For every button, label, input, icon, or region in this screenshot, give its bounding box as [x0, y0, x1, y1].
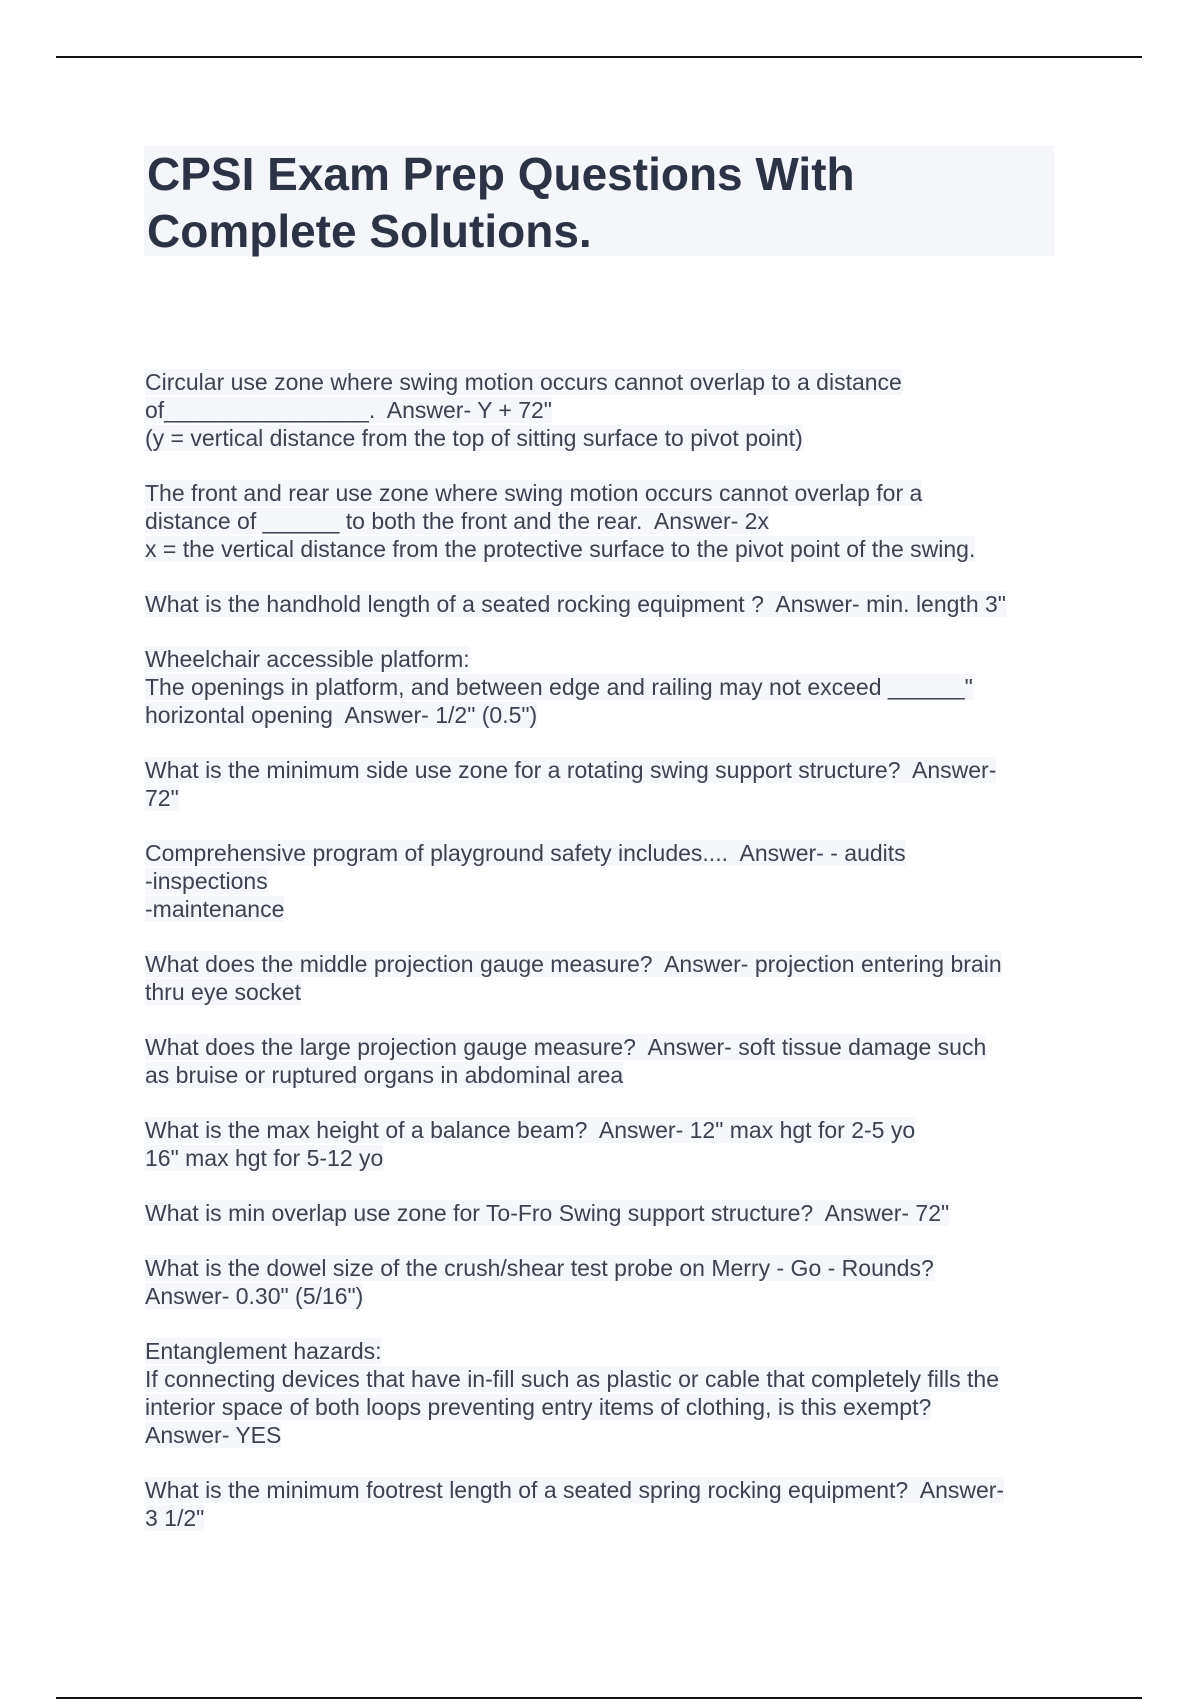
qa-line [145, 1144, 1065, 1172]
qa-item [145, 479, 1065, 563]
qa-line [145, 701, 1065, 729]
qa-line-text: thru eye socket [145, 979, 301, 1005]
qa-line-text: The openings in platform, and between edge and railing may not exceed ______" [145, 674, 973, 700]
top-rule [56, 56, 1142, 58]
qa-line [145, 645, 1065, 673]
qa-line [145, 1365, 1065, 1393]
qa-line-text: as bruise or ruptured organs in abdominal area [145, 1062, 624, 1088]
qa-line-text: x = the vertical distance from the protective surface to the pivot point of the swing. [145, 536, 976, 562]
qa-item [145, 1199, 1065, 1227]
qa-line [145, 1393, 1065, 1421]
qa-line [145, 673, 1065, 701]
qa-line-text: distance of ______ to both the front and the rear. Answer- 2x [145, 508, 769, 534]
qa-line-text: Answer- YES [145, 1422, 282, 1448]
qa-line [145, 1061, 1065, 1089]
qa-line-text: What is the handhold length of a seated rocking equipment ? Answer- min. length 3" [145, 591, 1006, 617]
qa-line-text: What is the minimum footrest length of a seated spring rocking equipment? Answer- [145, 1477, 1005, 1503]
qa-line [145, 1033, 1065, 1061]
qa-line-text: -inspections [145, 868, 268, 894]
qa-line [145, 895, 1065, 923]
qa-line-text: horizontal opening Answer- 1/2" (0.5") [145, 702, 538, 728]
qa-line [145, 1282, 1065, 1310]
qa-line [145, 1476, 1065, 1504]
qa-line [145, 1421, 1065, 1449]
qa-line [145, 507, 1065, 535]
qa-line-text: What does the middle projection gauge measure? Answer- projection entering brain [145, 951, 1002, 977]
qa-line [145, 1504, 1065, 1532]
qa-item [145, 756, 1065, 812]
qa-item [145, 1476, 1065, 1532]
qa-item [145, 368, 1065, 452]
qa-line-text: What is the dowel size of the crush/shear test probe on Merry - Go - Rounds? [145, 1255, 934, 1281]
qa-line-text: 16" max hgt for 5-12 yo [145, 1145, 384, 1171]
qa-item [145, 950, 1065, 1006]
qa-item [145, 645, 1065, 729]
qa-line-text: Wheelchair accessible platform: [145, 646, 470, 672]
qa-line [145, 396, 1065, 424]
qa-item [145, 590, 1065, 618]
document-title [144, 146, 1054, 260]
qa-line-text: What is the max height of a balance beam? Answer- 12" max hgt for 2-5 yo [145, 1117, 916, 1143]
qa-line-text: What is min overlap use zone for To-Fro Swing support structure? Answer- 72" [145, 1200, 950, 1226]
qa-line [145, 479, 1065, 507]
qa-item [145, 839, 1065, 923]
qa-line [145, 978, 1065, 1006]
qa-line-text: -maintenance [145, 896, 285, 922]
qa-line [145, 784, 1065, 812]
qa-line-text: If connecting devices that have in-fill such as plastic or cable that completely fills the [145, 1366, 999, 1392]
qa-line-text: 3 1/2" [145, 1505, 205, 1531]
qa-line [145, 424, 1065, 452]
qa-line-text: of________________. Answer- Y + 72" [145, 397, 552, 423]
qa-line-text: Circular use zone where swing motion occurs cannot overlap to a distance [145, 369, 902, 395]
qa-line [145, 1337, 1065, 1365]
qa-item [145, 1033, 1065, 1089]
qa-line-text: Answer- 0.30" (5/16") [145, 1283, 364, 1309]
qa-line [145, 535, 1065, 563]
qa-item [145, 1254, 1065, 1310]
qa-line [145, 1254, 1065, 1282]
qa-line-text: The front and rear use zone where swing motion occurs cannot overlap for a [145, 480, 923, 506]
qa-line [145, 839, 1065, 867]
qa-line [145, 1199, 1065, 1227]
qa-line [145, 1116, 1065, 1144]
qa-line-text: interior space of both loops preventing entry items of clothing, is this exempt? [145, 1394, 932, 1420]
title-line-2: Complete Solutions. [147, 205, 592, 257]
qa-line [145, 950, 1065, 978]
bottom-rule [56, 1697, 1142, 1699]
qa-line [145, 368, 1065, 396]
qa-line-text: Comprehensive program of playground safety includes.... Answer- - audits [145, 840, 906, 866]
qa-list [145, 368, 1065, 1559]
qa-item [145, 1337, 1065, 1449]
qa-line-text: What does the large projection gauge measure? Answer- soft tissue damage such [145, 1034, 987, 1060]
qa-line-text: (y = vertical distance from the top of sitting surface to pivot point) [145, 425, 803, 451]
qa-line [145, 756, 1065, 784]
qa-line-text: What is the minimum side use zone for a rotating swing support structure? Answer- [145, 757, 997, 783]
title-block [144, 146, 1054, 256]
qa-line-text: Entanglement hazards: [145, 1338, 382, 1364]
qa-line [145, 867, 1065, 895]
qa-item [145, 1116, 1065, 1172]
title-line-1: CPSI Exam Prep Questions With [147, 148, 855, 200]
qa-line [145, 590, 1065, 618]
qa-line-text: 72" [145, 785, 179, 811]
